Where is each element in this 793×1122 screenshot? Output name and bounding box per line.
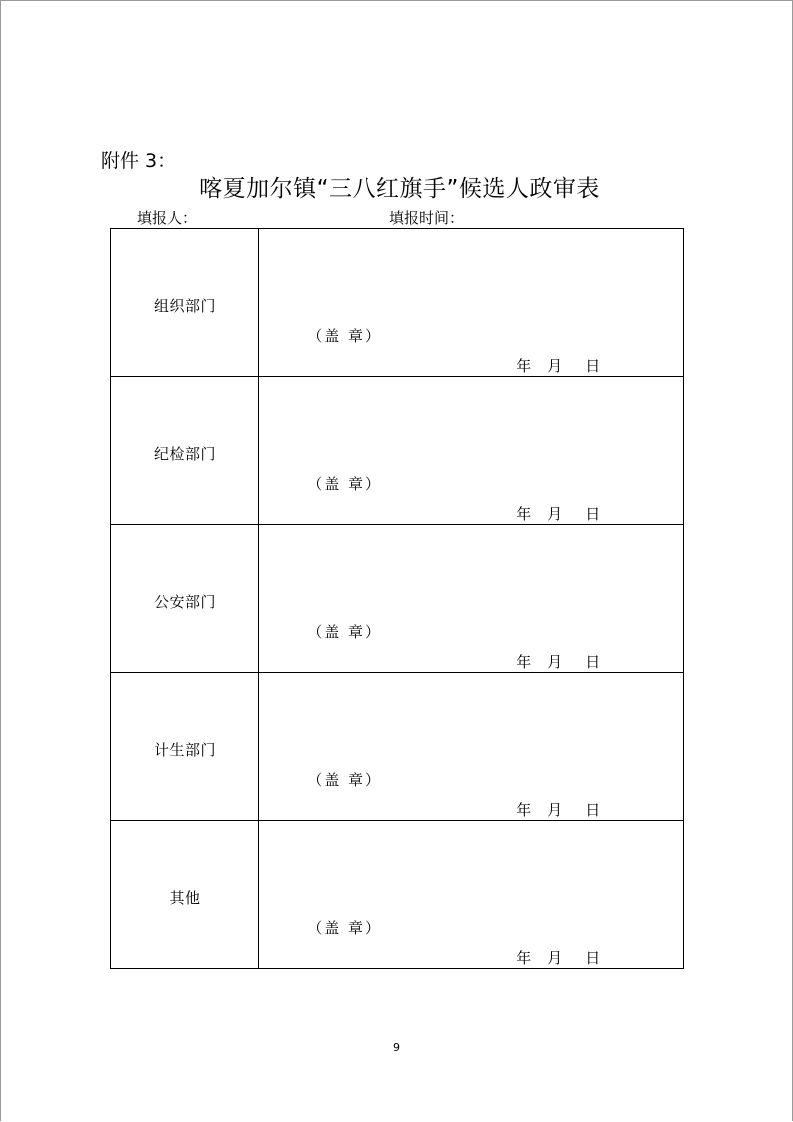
day-label: 日 [585, 949, 601, 967]
department-name: 其他 [169, 889, 201, 907]
table-row [111, 673, 684, 821]
day-label: 日 [585, 357, 601, 375]
date-line [516, 947, 600, 968]
table-row [111, 821, 684, 969]
year-label: 年 [516, 653, 532, 671]
department-cell [111, 673, 259, 821]
signature-cell [259, 229, 684, 377]
table-row [111, 229, 684, 377]
date-line [516, 503, 600, 524]
seal-label: （盖 章） [307, 475, 383, 493]
date-line [516, 799, 600, 820]
day-label: 日 [585, 801, 601, 819]
year-label: 年 [516, 801, 532, 819]
year-label: 年 [516, 949, 532, 967]
department-cell [111, 377, 259, 525]
month-label: 月 [547, 801, 563, 819]
signature-cell [259, 377, 684, 525]
month-label: 月 [547, 653, 563, 671]
signature-cell [259, 821, 684, 969]
department-cell [111, 229, 259, 377]
department-cell [111, 821, 259, 969]
department-name: 计生部门 [153, 741, 216, 759]
review-table [110, 228, 684, 969]
department-cell [111, 525, 259, 673]
table-row [111, 377, 684, 525]
document-title [0, 170, 793, 203]
filler-label: 填报人： [137, 209, 198, 227]
document-title-text: 喀夏加尔镇“三八红旗手”候选人政审表 [199, 176, 600, 202]
date-line [516, 651, 600, 672]
fill-time-label: 填报时间： [389, 209, 465, 227]
day-label: 日 [585, 653, 601, 671]
seal-label: （盖 章） [307, 327, 383, 345]
month-label: 月 [547, 505, 563, 523]
table-row [111, 525, 684, 673]
department-name: 公安部门 [153, 593, 216, 611]
page-number: 9 [393, 1041, 400, 1054]
department-name: 纪检部门 [153, 445, 216, 463]
day-label: 日 [585, 505, 601, 523]
seal-label: （盖 章） [307, 919, 383, 937]
year-label: 年 [516, 505, 532, 523]
year-label: 年 [516, 357, 532, 375]
date-line [516, 355, 600, 376]
seal-label: （盖 章） [307, 623, 383, 641]
month-label: 月 [547, 949, 563, 967]
attachment-label: 附件 3： [101, 150, 177, 172]
seal-label: （盖 章） [307, 771, 383, 789]
signature-cell [259, 673, 684, 821]
signature-cell [259, 525, 684, 673]
department-name: 组织部门 [153, 297, 216, 315]
month-label: 月 [547, 357, 563, 375]
